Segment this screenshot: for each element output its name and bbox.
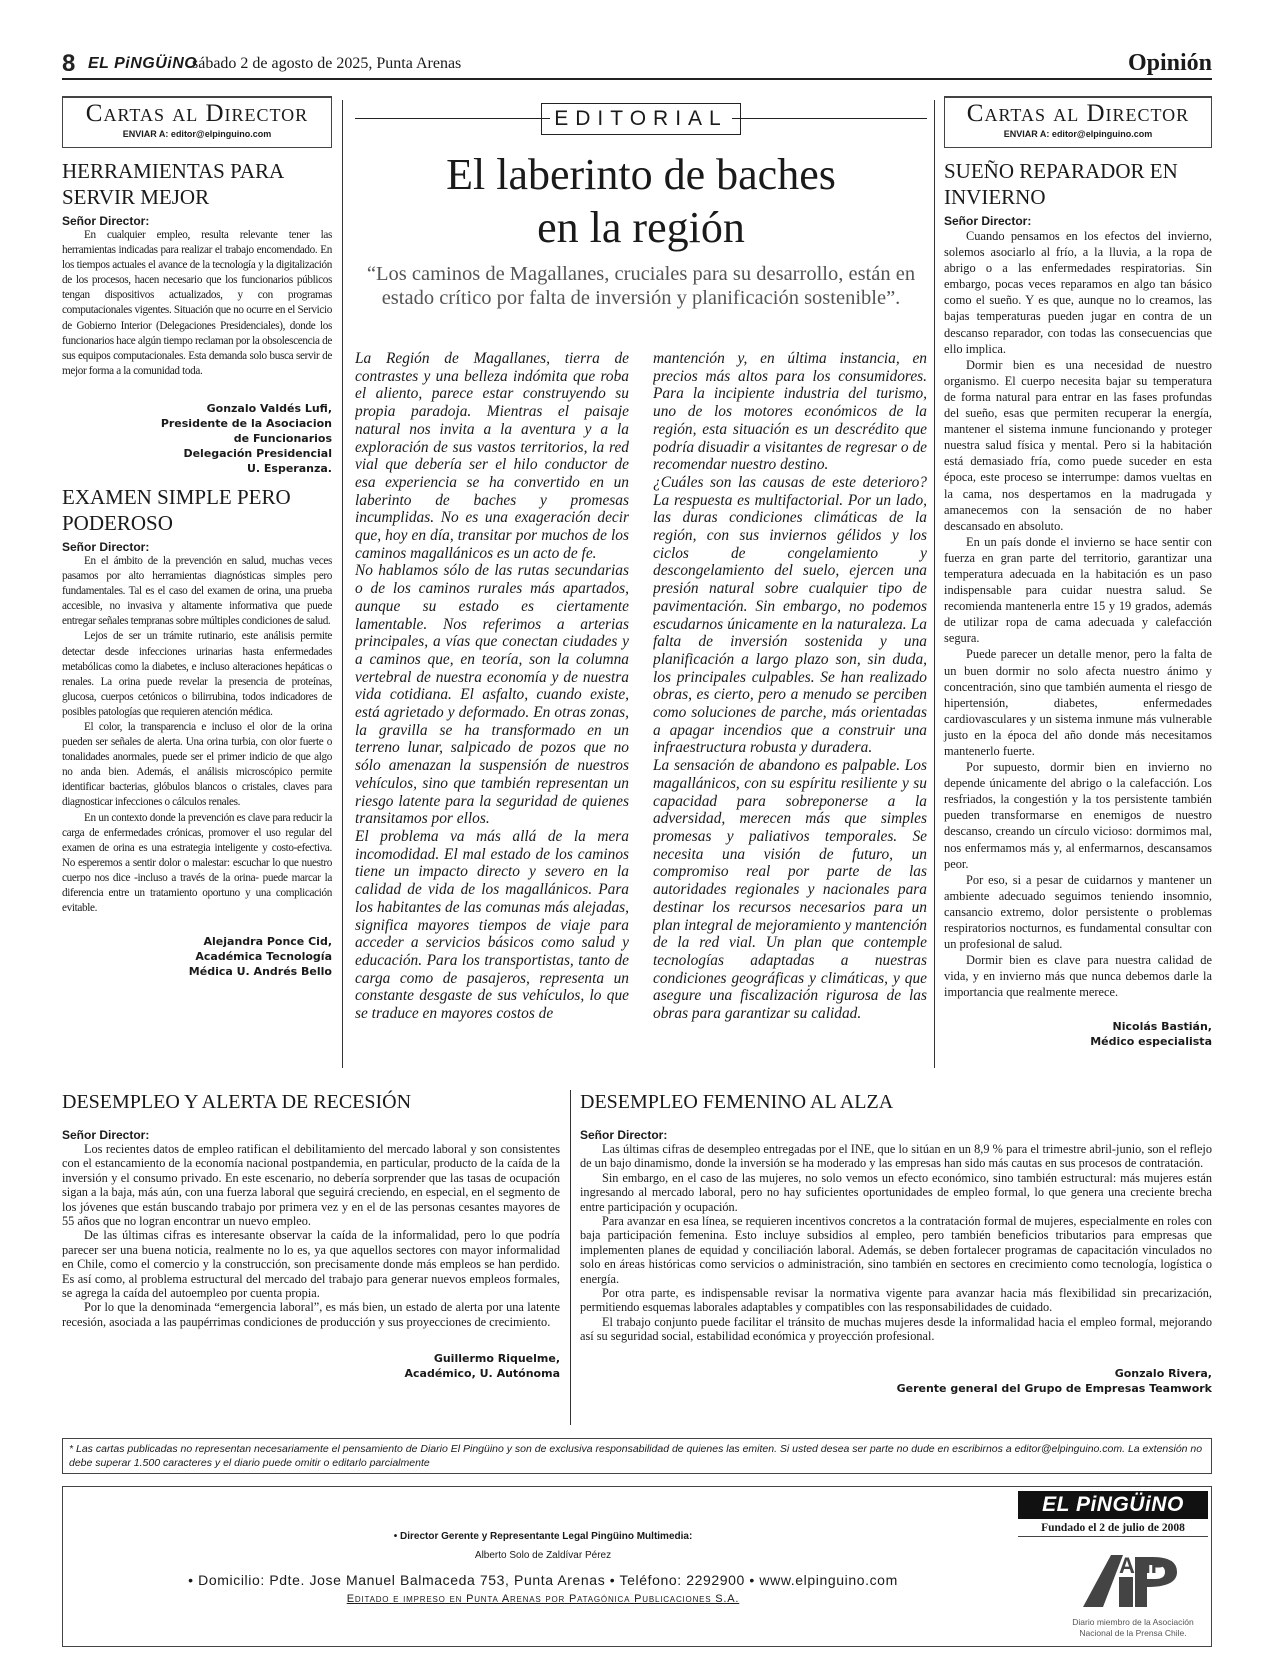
letter-signature (62, 401, 332, 476)
letter-title: DESEMPLEO FEMENINO AL ALZA (580, 1091, 894, 1113)
paragraph: La sensación de abandono es palpable. Los magallánicos, con su espíritu resiliente y su capacidad para sobreponerse a la adversidad, merecen más que simples promesas y paliativos temporales. Se necesita una visión de futuro, un compromiso real por parte de las autoridades regionales y nacionales para destinar los recursos necesarios para un plan integral de mejoramiento y mantención de la red vial. Un plan que contemple tecnologías adaptadas a nuestras condiciones geográficas y climáticas, y que asegure una fiscalización rigurosa de las obras para garantizar su calidad. (653, 757, 927, 1023)
paragraph: Los recientes datos de empleo ratifican el debilitamiento del mercado laboral y son consistentes con el estancamiento de la economía nacional postpandemia, en particular, producto de la caída de la inversión y el consumo privado. En este escenario, no debería sorprender que las tasas de ocupación sigan a la baja, más aún, con una fuerza laboral que seguirá creciendo, en especial, en el segmento de los jóvenes que están buscando trabajo por primera vez y en el de las personas cesantes mayores de 55 años que no logran encontrar un nuevo empleo. (62, 1142, 560, 1229)
editorial-label: EDITORIAL (541, 103, 741, 135)
paragraph: Cuando pensamos en los efectos del invierno, solemos asociarlo al frío, a la lluvia, a la ropa de abrigo o a las enfermedades respiratorias. Sin embargo, pocas veces reparamos en algo tan básico como el sueño. Y es que, aunque no lo creamos, las bajas temperaturas pueden jugar en contra de un descanso reparador, con todas las consecuencias que ello implica. (944, 229, 1212, 356)
footer-logo: EL PiNGÜiNO (1018, 1491, 1208, 1519)
signature-line: U. Esperanza. (246, 461, 332, 475)
signature-line: Nicolás Bastián, (1112, 1019, 1212, 1033)
editorial-rule (732, 118, 927, 119)
paragraph: Dormir bien es clave para nuestra calidad de vida, y en invierno más que nunca debemos darle la importancia que realmente merece. (944, 953, 1212, 1000)
paragraph: ¿Cuáles son las causas de este deterioro? La respuesta es multifactorial. Por un lado, las duras condiciones climáticas de la región, con sus inviernos gélidos y los ciclos de congelamiento y descongelamiento del suelo, ejercen una presión natural sobre cualquier tipo de pavimentación. Sin embargo, no podemos escudarnos únicamente en la naturaleza. La falta de inversión sostenida y una planificación a largo plazo son, sin duda, los principales culpables. Se han realizado obras, es cierto, pero a menudo se perciben como soluciones de parche, más orientadas a apagar incendios que a construir una infraestructura robusta y duradera. (653, 473, 927, 757)
signature-line: Gonzalo Rivera, (1114, 1366, 1212, 1380)
column-divider (570, 1090, 571, 1425)
signature-line: Delegación Presidencial (183, 446, 332, 460)
letter-body (580, 1142, 1212, 1344)
paragraph: En un contexto donde la prevención es clave para reducir la carga de enfermedades crónicas, promover el uso regular del examen de orina es una estrategia inteligente y costo-efectiva. No esperemos a sentir dolor o malestar: escuchar lo que nuestro cuerpo nos dice -incluso a través de la orina- puede marcar la diferencia entre un tratamiento oportuno y una complicación evitable. (62, 811, 332, 915)
signature-line: Guillermo Riquelme, (433, 1352, 560, 1366)
founded-line: Fundado el 2 de julio de 2008 (1018, 1522, 1208, 1537)
editorial-rule (355, 118, 550, 119)
disclaimer-note: * Las cartas publicadas no representan necesariamente el pensamiento de Diario El Pingüino y son de exclusiva responsabilidad de quienes las emiten. Si usted desea ser parte no dude en escribirnos a editor@elpinguino.com. La extensión no debe superar 1.500 caracteres y el diario puede omitir o editarlo parcialmente (62, 1438, 1212, 1474)
cartas-email: ENVIAR A: editor@elpinguino.com (1003, 129, 1153, 139)
letter-salute: Señor Director: (580, 1128, 668, 1142)
column-divider (342, 100, 343, 1068)
anp-membership-note: Diario miembro de la Asociación Nacional de la Prensa Chile. (1072, 1617, 1194, 1638)
editorial-body (355, 350, 927, 1068)
paragraph: En cualquier empleo, resulta relevante tener las herramientas indicadas para realizar el trabajo encomendado. En los tiempos actuales el avance de la tecnología y la digitalización de los procesos, hacen necesario que los funcionarios públicos tengan dispositivos actualizados, y con programas computacionales vigentes. Situación que no ocurre en el Servicio de Gobierno Interior (Delegaciones Presidenciales), donde los funcionarios hace algún tiempo reclaman por la obsolescencia de sus equipos computacionales. Esta demanda solo busca servir de mejor forma a la comunidad toda. (62, 229, 332, 377)
editorial-pull-quote: “Los caminos de Magallanes, cruciales para su desarrollo, están en estado crítico por falta de inversión y planificación sostenible”. (366, 263, 916, 309)
cartas-email: ENVIAR A: editor@elpinguino.com (122, 129, 272, 139)
paragraph: El problema va más allá de la mera incomodidad. El mal estado de los caminos tiene un impacto directo y severo en la calidad de vida de los magallánicos. Para los habitantes de las comunas más alejadas, significa mayores tiempos de viaje para acceder a servicios básicos como salud y educación. Para los transportistas, tanto de carga como de pasajeros, representa un constante desgaste de sus vehículos, lo que se traduce en mayores costos de (355, 827, 629, 1023)
paragraph: Por eso, si a pesar de cuidarnos y mantener un ambiente adecuado seguimos teniendo insomnio, cansancio extremo, dolor persistente o problemas respiratorios nocturnos, es fundamental consultar con un profesional de salud. (944, 872, 1212, 952)
signature-line: Gerente general del Grupo de Empresas Teamwork (896, 1381, 1212, 1395)
cartas-header-left (62, 96, 332, 148)
anp-letters: ANP (1119, 1553, 1166, 1578)
signature-line: Presidente de la Asociacion (160, 416, 332, 430)
imprint-box (62, 1486, 1212, 1647)
letter-bottom-left (62, 1090, 560, 1381)
signature-line: Médica U. Andrés Bello (188, 965, 332, 979)
letter-title: HERRAMIENTAS PARA SERVIR MEJOR (62, 159, 284, 209)
letter-signature (944, 1019, 1212, 1049)
address-line: • Domicilio: Pdte. Jose Manuel Balmaceda 753, Punta Arenas • Teléfono: 2292900 • www.elpinguino.com (188, 1572, 898, 1588)
letter-salute: Señor Director: (944, 214, 1032, 228)
paragraph: El trabajo conjunto puede facilitar el tránsito de muchas mujeres desde la informalidad hacia el empleo formal, mejorando así su seguridad social, estabilidad económica y proyección profesional. (580, 1314, 1212, 1344)
letter-title: SUEÑO REPARADOR EN INVIERNO (944, 159, 1178, 209)
letter-body (62, 554, 332, 916)
paragraph: De las últimas cifras es interesante observar la caída de la informalidad, pero lo que podría parecer ser una buena noticia, realmente no lo es, ya que aquellos sectores con mayor informalidad en Chile, como el comercio y la construcción, son precisamente donde más empleos se han perdido. Es así como, al problema estructural del mercado del trabajo para generar nuevos empleos formales, se agrega la caída del autoempleo por cuenta propia. (62, 1228, 560, 1301)
paragraph: En un país donde el invierno se hace sentir con fuerza en gran parte del territorio, garantizar una temperatura adecuada en la habitación es un paso indispensable para cuidar nuestra salud. Se recomienda mantenerla entre 15 y 19 grados, además de utilizar ropa de cama adecuada y calefacción segura. (944, 534, 1212, 646)
paragraph: En el ámbito de la prevención en salud, muchas veces pasamos por alto herramientas diagnósticas simples pero fundamentales. Tal es el caso del examen de orina, una prueba accesible, no invasiva y altamente informativa que puede entregar señales tempranas sobre múltiples condiciones de salud. (62, 554, 332, 628)
letter-body (944, 228, 1212, 1001)
masthead-logo: EL PiNGÜiNO (88, 55, 198, 72)
letter-salute: Señor Director: (62, 214, 150, 228)
anp-logo (1073, 1547, 1193, 1611)
letter-title: DESEMPLEO Y ALERTA DE RECESIÓN (62, 1091, 412, 1113)
editorial-section (355, 100, 927, 1068)
date-line: sábado 2 de agosto de 2025, Punta Arenas (192, 55, 462, 72)
letter-bottom-right (580, 1090, 1212, 1396)
headline-line: en la región (537, 203, 745, 252)
page-number: 8 (62, 50, 76, 77)
signature-line: Gonzalo Valdés Lufi, (206, 401, 332, 415)
section-title: Opinión (1127, 50, 1212, 76)
letter-signature (580, 1366, 1212, 1396)
editorial-column (355, 350, 629, 1068)
paragraph: Por otra parte, es indispensable revisar la normativa vigente para avanzar hacia más flexibilidad sin precarización, permitiendo esquemas laborales adaptables y compatibles con las responsabilidades de cuidado. (580, 1286, 1212, 1315)
headline-line: El laberinto de baches (446, 150, 836, 199)
cartas-title: Cartas al Director (85, 100, 309, 127)
paragraph: Sin embargo, en el caso de las mujeres, no solo vemos un efecto económico, sino también estructural: más mujeres están ingresando al mercado laboral, pero no hay suficientes oportunidades de empleo formal, lo que genera una creciente brecha entre participación y ocupación. (580, 1170, 1212, 1214)
director-label: • Director Gerente y Representante Legal Pingüino Multimedia: (393, 1531, 693, 1542)
signature-line: de Funcionarios (233, 431, 332, 445)
director-name: Alberto Solo de Zaldívar Pérez (474, 1550, 612, 1561)
letter-body (62, 228, 332, 379)
paragraph: Dormir bien es una necesidad de nuestro organismo. El cuerpo necesita bajar su temperatura de forma natural para entrar en las fases profundas del sueño, esas que permiten recuperar la energía, mantener el sistema inmune funcionando y proteger nuestra salud física y mental. Pero si la habitación está demasiado fría, como puede suceder en esta época, este proceso se interrumpe: damos vueltas en la cama, nos despertamos en la madrugada y amanecemos con la sensación de no haber descansado en absoluto. (944, 357, 1212, 533)
signature-line: Académica Tecnología (195, 950, 332, 964)
paragraph: Puede parecer un detalle menor, pero la falta de un buen dormir no solo afecta nuestro ánimo y concentración, sino que también aumenta el riesgo de hipertensión, diabetes, enfermedades cardiovasculares y un sistema inmune más vulnerable justo en la época del año donde más necesitamos mantenerlo fuerte. (944, 647, 1212, 758)
paragraph: Por lo que la denominada “emergencia laboral”, es más bien, un estado de alerta por una latente recesión, asociada a las paupérrimas condiciones de producción y sus proyecciones de crecimiento. (62, 1300, 560, 1329)
editorial-headline (355, 148, 927, 254)
cartas-header-right (944, 96, 1212, 148)
signature-line: Médico especialista (1090, 1034, 1212, 1048)
paragraph: Las últimas cifras de desempleo entregadas por el INE, que lo sitúan en un 8,9 % para el trimestre abril-junio, son el reflejo de un bajo dinamismo, donde la inversión se ha moderado y las empresas han sido más cautas en sus procesos de contratación. (580, 1142, 1212, 1171)
letter-salute: Señor Director: (62, 539, 150, 554)
paragraph: Por supuesto, dormir bien en invierno no depende únicamente del abrigo o la calefacción. Los resfriados, la congestión y la tos persistente también pueden transformarse en enemigos de nuestro descanso, creando un círculo vicioso: dormimos mal, nos enfermamos más y, al enfermarnos, descansamos peor. (944, 760, 1212, 871)
signature-line: Alejandra Ponce Cid, (203, 935, 332, 949)
column-divider (934, 100, 935, 1068)
paragraph: El color, la transparencia e incluso el olor de la orina pueden ser señales de alerta. Una orina turbia, con olor fuerte o tonalidades anormales, puede ser el primer indicio de que algo no anda bien. Además, el análisis microscópico permite identificar bacterias, glóbulos blancos o cristales, claves para diagnosticar infecciones o cálculos renales. (62, 720, 332, 809)
paragraph: Lejos de ser un trámite rutinario, este análisis permite detectar desde infecciones urinarias hasta enfermedades metabólicas como la diabetes, e incluso alteraciones hepáticas o renales. La orina puede revelar la presencia de proteínas, glucosa, cuerpos cetónicos o bilirrubina, todos indicadores de posibles patologías que requieren atención médica. (62, 630, 332, 718)
publisher-line: Editado e impreso en Punta Arenas por Patagónica Publicaciones S.A. (346, 1593, 740, 1605)
letter-body (62, 1142, 560, 1329)
editorial-column (653, 350, 927, 1068)
cartas-title: Cartas al Director (966, 100, 1190, 127)
letters-right-column (944, 158, 1212, 1049)
letters-left-column (62, 158, 332, 979)
paragraph: No hablamos sólo de las rutas secundarias o de los caminos rurales más apartados, aunque su estado es ciertamente lamentable. Nos referimos a arterias principales, a vías que conectan ciudades y a caminos que, en teoría, son la columna vertebral de nuestra economía y de nuestra vida cotidiana. El asfalto, cuando existe, está agrietado y deformado. En otras zonas, la gravilla se ha transformado en un terreno lunar, salpicado de pozos que no sólo amenazan la suspensión de nuestros vehículos, sino que también representan un riesgo latente para la seguridad de quienes transitamos por ellos. (355, 562, 629, 828)
paragraph: mantención y, en última instancia, en precios más altos para los consumidores. Para la incipiente industria del turismo, uno de los motores económicos de la región, esta situación es un descrédito que podría disuadir a visitantes de regresar o de recomendar nuestro destino. (653, 350, 927, 474)
signature-line: Académico, U. Autónoma (404, 1367, 560, 1381)
paragraph: Para avanzar en esa línea, se requieren incentivos concretos a la contratación formal de mujeres, especialmente en roles con baja participación femenina. Esto incluye subsidios al empleo, pero también beneficios tributarios para empresas que implementen planes de equidad y conciliación laboral. Además, se deben fortalecer programas de capacitación vinculados no solo en áreas históricas como servicios o administración, sino también en sectores en crecimiento como tecnología, logística o energía. (580, 1214, 1212, 1286)
paragraph: La Región de Magallanes, tierra de contrastes y una belleza indómita que roba el aliento, parece estar construyendo su propia paradoja. Mientras el paisaje natural nos invita a la aventura y a la exploración de sus vastos territorios, la red vial que debería ser el hilo conductor de esa experiencia se ha convertido en un laberinto de baches y promesas incumplidas. No es una exageración decir que, hoy en día, transitar por muchos de los caminos magallánicos es un acto de fe. (355, 350, 629, 562)
letter-title: EXAMEN SIMPLE PERO PODEROSO (62, 484, 291, 535)
letter-signature (62, 1351, 560, 1381)
letter-salute: Señor Director: (62, 1128, 150, 1142)
letter-signature (62, 934, 332, 979)
page-header (62, 50, 1212, 80)
